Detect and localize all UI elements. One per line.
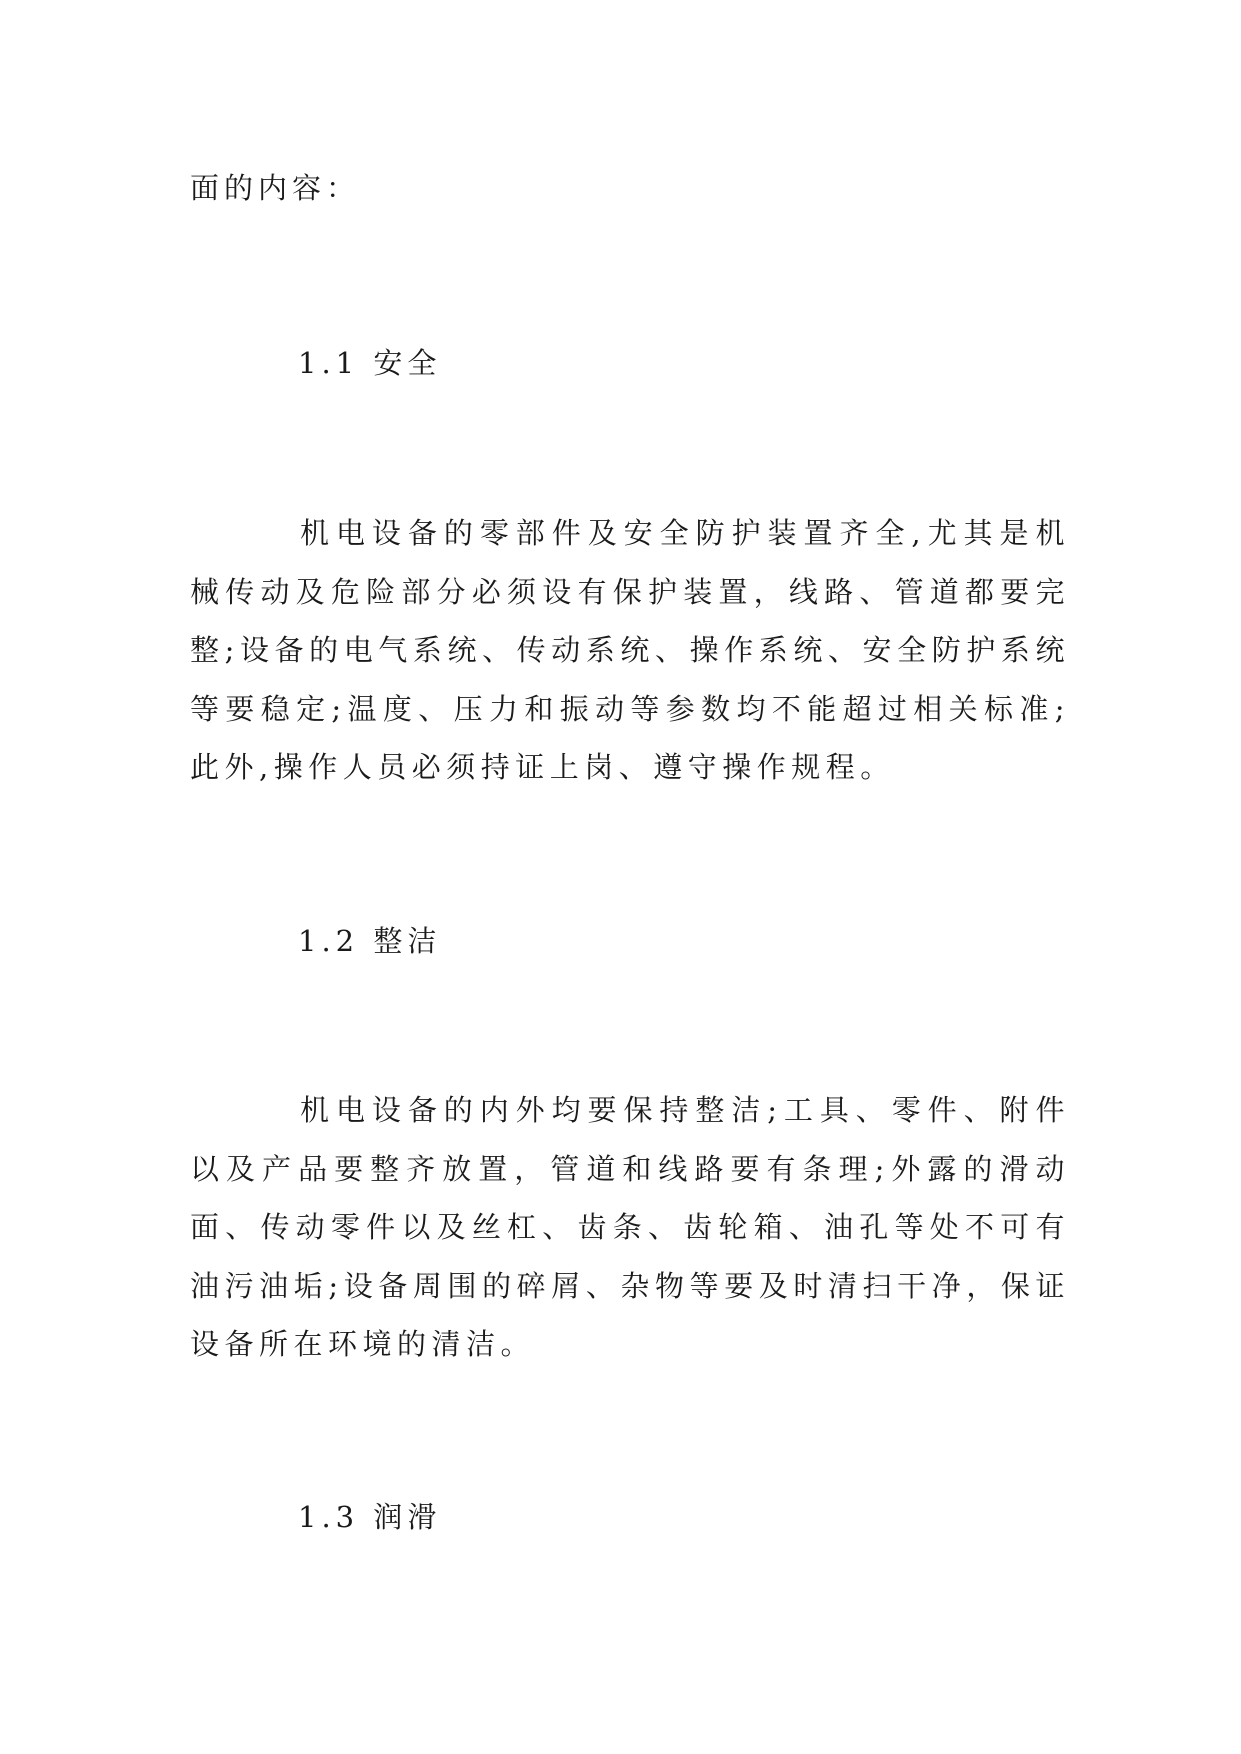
section-body-cleanliness: 机电设备的内外均要保持整洁;工具、零件、附件以及产品要整齐放置，管道和线路要有条理;外露的滑动面、传动零件以及丝杠、齿条、齿轮箱、油孔等处不可有油污油垢;设备周围的碎屑、杂物等要及时清扫干净，保证设备所在环境的清洁。: [190, 1093, 1070, 1361]
section-heading-cleanliness: 1.2 整洁: [298, 924, 442, 958]
section-heading-safety: 1.1 安全: [298, 346, 442, 380]
section-body-safety: 机电设备的零部件及安全防护装置齐全,尤其是机械传动及危险部分必须设有保护装置，线路、管道都要完整;设备的电气系统、传动系统、操作系统、安全防护系统等要稳定;温度、压力和振动等参数均不能超过相关标准;此外,操作人员必须持证上岗、遵守操作规程。: [190, 516, 1070, 784]
intro-text: 面的内容：: [190, 171, 361, 205]
section-heading-lubrication: 1.3 润滑: [298, 1500, 442, 1534]
